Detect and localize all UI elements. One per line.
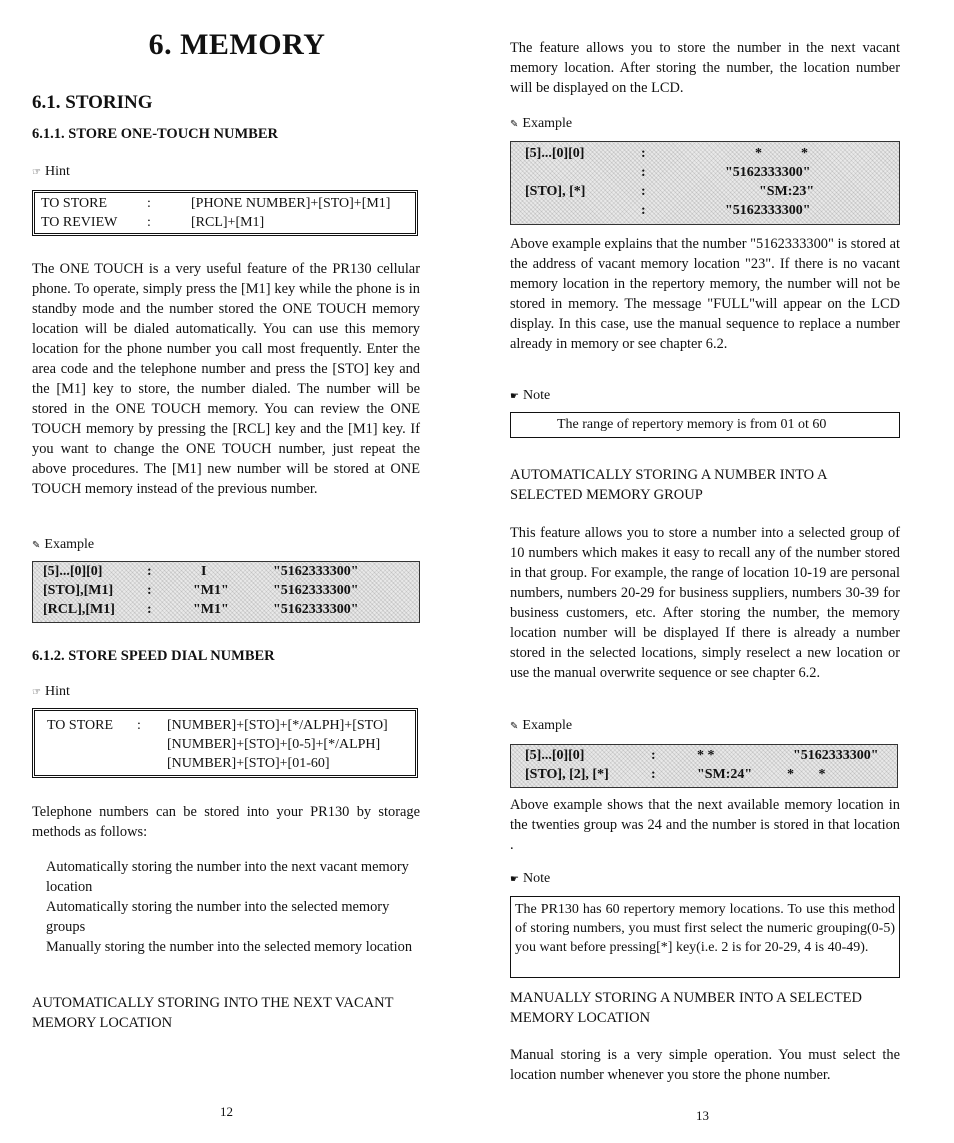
page-number-right: 13 bbox=[696, 1108, 709, 1123]
hint-sep bbox=[137, 716, 141, 735]
value-text: [NUMBER]+[STO]+[*/ALPH]+[STO] bbox=[167, 718, 388, 733]
pointing-hand-icon: ☛ bbox=[510, 391, 519, 402]
hint-row-label: TO STORE bbox=[41, 196, 107, 211]
lcd-value-a: "M1" bbox=[193, 583, 229, 598]
lcd-sep: : bbox=[641, 184, 646, 199]
example-label-1 bbox=[32, 537, 94, 553]
method-item: Manually storing the number into the selected memory location bbox=[46, 939, 413, 955]
lcd-value-b: "5162333300" bbox=[273, 564, 359, 579]
hint-label-store bbox=[47, 716, 113, 735]
lcd-value-b: "SM:23" bbox=[759, 184, 815, 199]
lcd-value-b: "5162333300" bbox=[273, 602, 359, 617]
lcd-keys: [5]...[0][0] bbox=[43, 564, 103, 579]
lcd-example-next-vacant bbox=[510, 141, 900, 225]
note-label-2 bbox=[510, 871, 550, 887]
lcd-sep: : bbox=[147, 564, 152, 579]
lcd-value-b: "5162333300" bbox=[725, 203, 811, 218]
lcd-sep: : bbox=[641, 146, 646, 161]
value-text: [RCL]+[M1] bbox=[191, 215, 265, 230]
paragraph-storage-methods: Telephone numbers can be stored into your PR130 by storage methods as follows: bbox=[32, 804, 420, 840]
method-item: Automatically storing the number into the next vacant memory location bbox=[46, 859, 409, 895]
hint-row-value bbox=[191, 194, 390, 213]
lcd-example-group bbox=[510, 744, 898, 788]
lcd-value-b: * bbox=[801, 146, 808, 161]
value-text: [PHONE NUMBER]+[STO]+[M1] bbox=[191, 196, 391, 211]
lcd-keys: [RCL],[M1] bbox=[43, 602, 115, 617]
hint-row-sep bbox=[147, 213, 151, 232]
sep-text: : bbox=[137, 718, 141, 733]
heading-auto-next-vacant: AUTOMATICALLY STORING INTO THE NEXT VACANT MEMORY LOCATION bbox=[32, 995, 394, 1031]
left-page bbox=[32, 0, 420, 1143]
example-text: Example bbox=[522, 718, 573, 733]
lcd-value-b: "5162333300" bbox=[273, 583, 359, 598]
paragraph-group-explained: Above example shows that the next available memory location in the twenties group was 24 and the number is stored in that location . bbox=[510, 797, 900, 853]
section-heading-storing: 6.1. STORING bbox=[32, 92, 153, 113]
paragraph-manual: Manual storing is a very simple operation. You must select the location number whenever you store the phone number. bbox=[510, 1047, 900, 1083]
lcd-keys: [STO], [2], [*] bbox=[525, 767, 609, 782]
lcd-value-a: "M1" bbox=[193, 602, 229, 617]
lcd-value-b: "5162333300" bbox=[725, 165, 811, 180]
chapter-title: 6. MEMORY bbox=[148, 28, 326, 61]
lcd-value-a: * * bbox=[697, 748, 715, 763]
lcd-sep: : bbox=[147, 583, 152, 598]
subsection-heading-one-touch: 6.1.1. STORE ONE-TOUCH NUMBER bbox=[32, 126, 278, 142]
hint-box-speed-dial bbox=[32, 708, 418, 778]
lcd-sep: : bbox=[641, 165, 646, 180]
paragraph-example-explained: Above example explains that the number "5162333300" is stored at the address of vacant memory location "23". If there is no vacant memory location in the repertory memory, the number will not be stored in memory. The message "FULL"will appear on the LCD display. In this case, use the manual sequence to replace a number already in memory or see chapter 6.2. bbox=[510, 236, 900, 352]
paragraph-one-touch: The ONE TOUCH is a very useful feature of the PR130 cellular phone. To operate, simply press the [M1] key while the phone is in standby mode and the number stored the ONE TOUCH memory location will be dialed automatically. You can use this memory location for the phone number you call most frequently. Enter the area code and the telephone number and press the [STO] key and the [M1] key to store, the number dialed. The number will be stored in the ONE TOUCH memory. You can review the ONE TOUCH memory by pressing the [RCL] key and the [M1] key. If you want to change the ONE TOUCH number, just repeat the above procedures. The [M1] new number will be stored at ONE TOUCH memory instead of the previous number. bbox=[32, 261, 420, 497]
example-text: Example bbox=[522, 116, 573, 131]
hint-value-row bbox=[167, 735, 380, 754]
marker-icon: ✎ bbox=[510, 119, 519, 130]
hint-row-sep bbox=[147, 194, 151, 213]
subsection-heading-speed-dial: 6.1.2. STORE SPEED DIAL NUMBER bbox=[32, 648, 275, 664]
pointing-hand-icon: ☞ bbox=[32, 687, 41, 698]
hint-row-label: TO REVIEW bbox=[41, 215, 118, 230]
paragraph-group: This feature allows you to store a number into a selected group of 10 numbers which makes it easy to recall any of the number stored in that group. For example, the range of location 10-19 are personal numbers, numbers 20-29 for business suppliers, numbers 30-39 for business customers, etc. After storing the number, the memory location number will be displayed If there is already a number stored in the selected locations, simply reselect a new location or use the manual overwrite sequence or see chapter 6.2. bbox=[510, 525, 900, 681]
pointing-hand-icon: ☛ bbox=[510, 874, 519, 885]
sep-text: : bbox=[147, 215, 151, 230]
marker-icon: ✎ bbox=[32, 540, 41, 551]
lcd-value-a: I bbox=[201, 564, 207, 579]
lcd-keys: [STO],[M1] bbox=[43, 583, 114, 598]
paragraph-intro: The feature allows you to store the number in the next vacant memory location. After storing the number, the location number will be displayed on the LCD. bbox=[510, 40, 900, 96]
lcd-keys: [STO], [*] bbox=[525, 184, 586, 199]
hint-text: Hint bbox=[44, 684, 70, 699]
hint-value-row bbox=[167, 716, 388, 735]
value-text: [NUMBER]+[STO]+[01-60] bbox=[167, 756, 330, 771]
note-box-text: The range of repertory memory is from 01 ot 60 bbox=[557, 417, 827, 432]
lcd-sep: : bbox=[651, 748, 656, 763]
note-box-grouping bbox=[510, 896, 900, 978]
hint-row-value bbox=[191, 213, 264, 232]
lcd-sep: : bbox=[147, 602, 152, 617]
lcd-sep: : bbox=[651, 767, 656, 782]
hint-box-one-touch bbox=[32, 190, 418, 236]
hint-text: Hint bbox=[44, 164, 70, 179]
note-text: Note bbox=[522, 388, 551, 403]
hint-label-2 bbox=[32, 684, 70, 700]
example-label-3 bbox=[510, 718, 572, 734]
right-page bbox=[510, 0, 900, 1143]
lcd-value-b: * * bbox=[787, 767, 826, 782]
heading-manual: MANUALLY STORING A NUMBER INTO A SELECTED MEMORY LOCATION bbox=[510, 990, 862, 1026]
page-number-left: 12 bbox=[220, 1104, 233, 1119]
pointing-hand-icon: ☞ bbox=[32, 167, 41, 178]
note-label-1 bbox=[510, 388, 550, 404]
method-item: Automatically storing the number into the selected memory groups bbox=[46, 899, 390, 935]
hint-row-store bbox=[41, 194, 107, 213]
lcd-keys: [5]...[0][0] bbox=[525, 748, 585, 763]
hint-row-review bbox=[41, 213, 117, 232]
lcd-value-b: "5162333300" bbox=[793, 748, 879, 763]
example-text: Example bbox=[44, 537, 95, 552]
hint-value-row bbox=[167, 754, 330, 773]
lcd-value-a: "SM:24" bbox=[697, 767, 753, 782]
lcd-keys: [5]...[0][0] bbox=[525, 146, 585, 161]
example-label-2 bbox=[510, 116, 572, 132]
marker-icon: ✎ bbox=[510, 721, 519, 732]
hint-label-1 bbox=[32, 164, 70, 180]
value-text: [NUMBER]+[STO]+[0-5]+[*/ALPH] bbox=[167, 737, 381, 752]
lcd-example-one-touch bbox=[32, 561, 420, 623]
label-text: TO STORE bbox=[47, 718, 113, 733]
note-text: Note bbox=[522, 871, 551, 886]
sep-text: : bbox=[147, 196, 151, 211]
heading-auto-group: AUTOMATICALLY STORING A NUMBER INTO A SELECTED MEMORY GROUP bbox=[510, 467, 827, 503]
note-box-range bbox=[510, 412, 900, 438]
lcd-value-a: * bbox=[755, 146, 762, 161]
lcd-sep: : bbox=[641, 203, 646, 218]
note-box-text: The PR130 has 60 repertory memory locations. To use this method of storing numbers, you must first select the numeric grouping(0-5) you want before pressing[*] key(i.e. 2 is for 20-29, 4 is 40-49). bbox=[515, 902, 895, 955]
